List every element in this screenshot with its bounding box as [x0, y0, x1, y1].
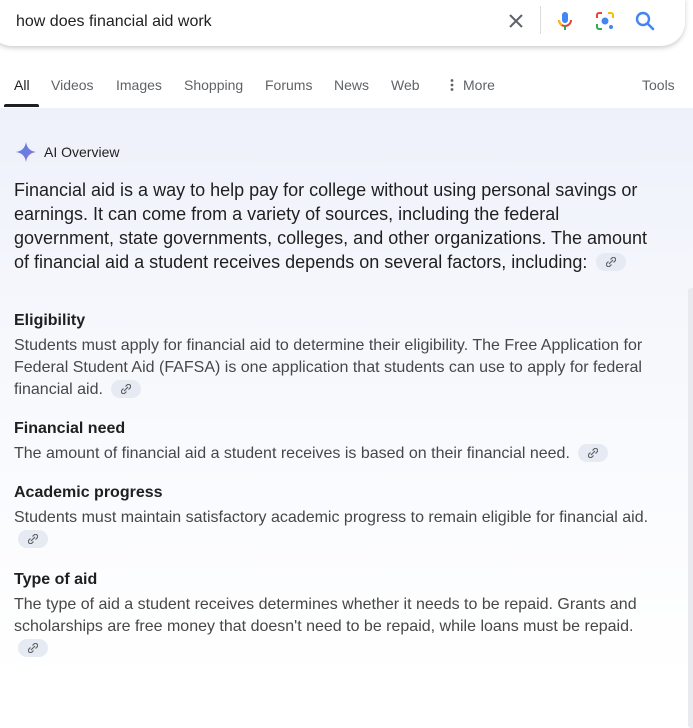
ai-overview-panel [0, 108, 693, 680]
link-icon [28, 643, 38, 653]
microphone-icon[interactable] [553, 9, 577, 33]
ai-overview-title: AI Overview [44, 144, 120, 160]
source-link-chip[interactable] [578, 444, 608, 462]
section-type-of-aid-title: Type of aid [14, 571, 98, 588]
section-text: Students must maintain satisfactory academic progress to remain eligible for financial aid. [14, 509, 649, 526]
panel-edge [688, 288, 693, 728]
section-financial-need-title: Financial need [14, 420, 126, 437]
tab-more[interactable]: More [463, 77, 495, 93]
section-eligibility-body [14, 335, 654, 401]
search-bar-divider [540, 6, 541, 34]
search-icon[interactable] [633, 9, 657, 33]
tab-shopping[interactable]: Shopping [184, 77, 244, 93]
search-bar [0, 0, 685, 46]
source-link-chip[interactable] [18, 530, 48, 548]
search-input[interactable] [16, 13, 496, 31]
section-academic-progress-body [14, 507, 654, 551]
tools-button[interactable]: Tools [642, 77, 675, 93]
link-icon [28, 534, 38, 544]
intro-text: Financial aid is a way to help pay for college without using personal savings or earnings. It can come from a variety of sources, including the federal government, state governments, colleges, and other organizations. The amount of financial aid a student receives depends on several factors, including: [14, 180, 648, 272]
section-text: Students must apply for financial aid to determine their eligibility. The Free Application for Federal Student Aid (FAFSA) is one application that students can use to apply for federal financial aid. [14, 337, 643, 398]
section-eligibility-title: Eligibility [14, 312, 86, 329]
source-link-chip[interactable] [596, 253, 626, 271]
tab-forums[interactable]: Forums [265, 77, 313, 93]
search-tabs [0, 58, 693, 109]
tab-videos[interactable]: Videos [51, 77, 94, 93]
tab-news[interactable]: News [334, 77, 370, 93]
close-icon[interactable] [504, 9, 528, 33]
section-text: The type of aid a student receives determines whether it needs to be repaid. Grants and scholarships are free money that doesn't need to be repaid, while loans must be repaid. [14, 596, 637, 635]
tab-images[interactable]: Images [116, 77, 162, 93]
section-text: The amount of financial aid a student receives is based on their financial need. [14, 445, 570, 462]
lens-camera-icon[interactable] [593, 9, 617, 33]
source-link-chip[interactable] [111, 380, 141, 398]
link-icon [121, 384, 131, 394]
gemini-sparkle-icon [14, 140, 38, 164]
link-icon [606, 257, 616, 267]
tab-web[interactable]: Web [391, 77, 420, 93]
ai-overview-intro [14, 178, 654, 274]
more-vert-icon[interactable] [448, 77, 456, 93]
link-icon [588, 448, 598, 458]
source-link-chip[interactable] [18, 639, 48, 657]
tab-all[interactable]: All [14, 77, 30, 93]
section-type-of-aid-body [14, 594, 654, 660]
section-financial-need-body [14, 443, 654, 465]
active-tab-indicator [4, 104, 39, 107]
section-academic-progress-title: Academic progress [14, 484, 163, 501]
